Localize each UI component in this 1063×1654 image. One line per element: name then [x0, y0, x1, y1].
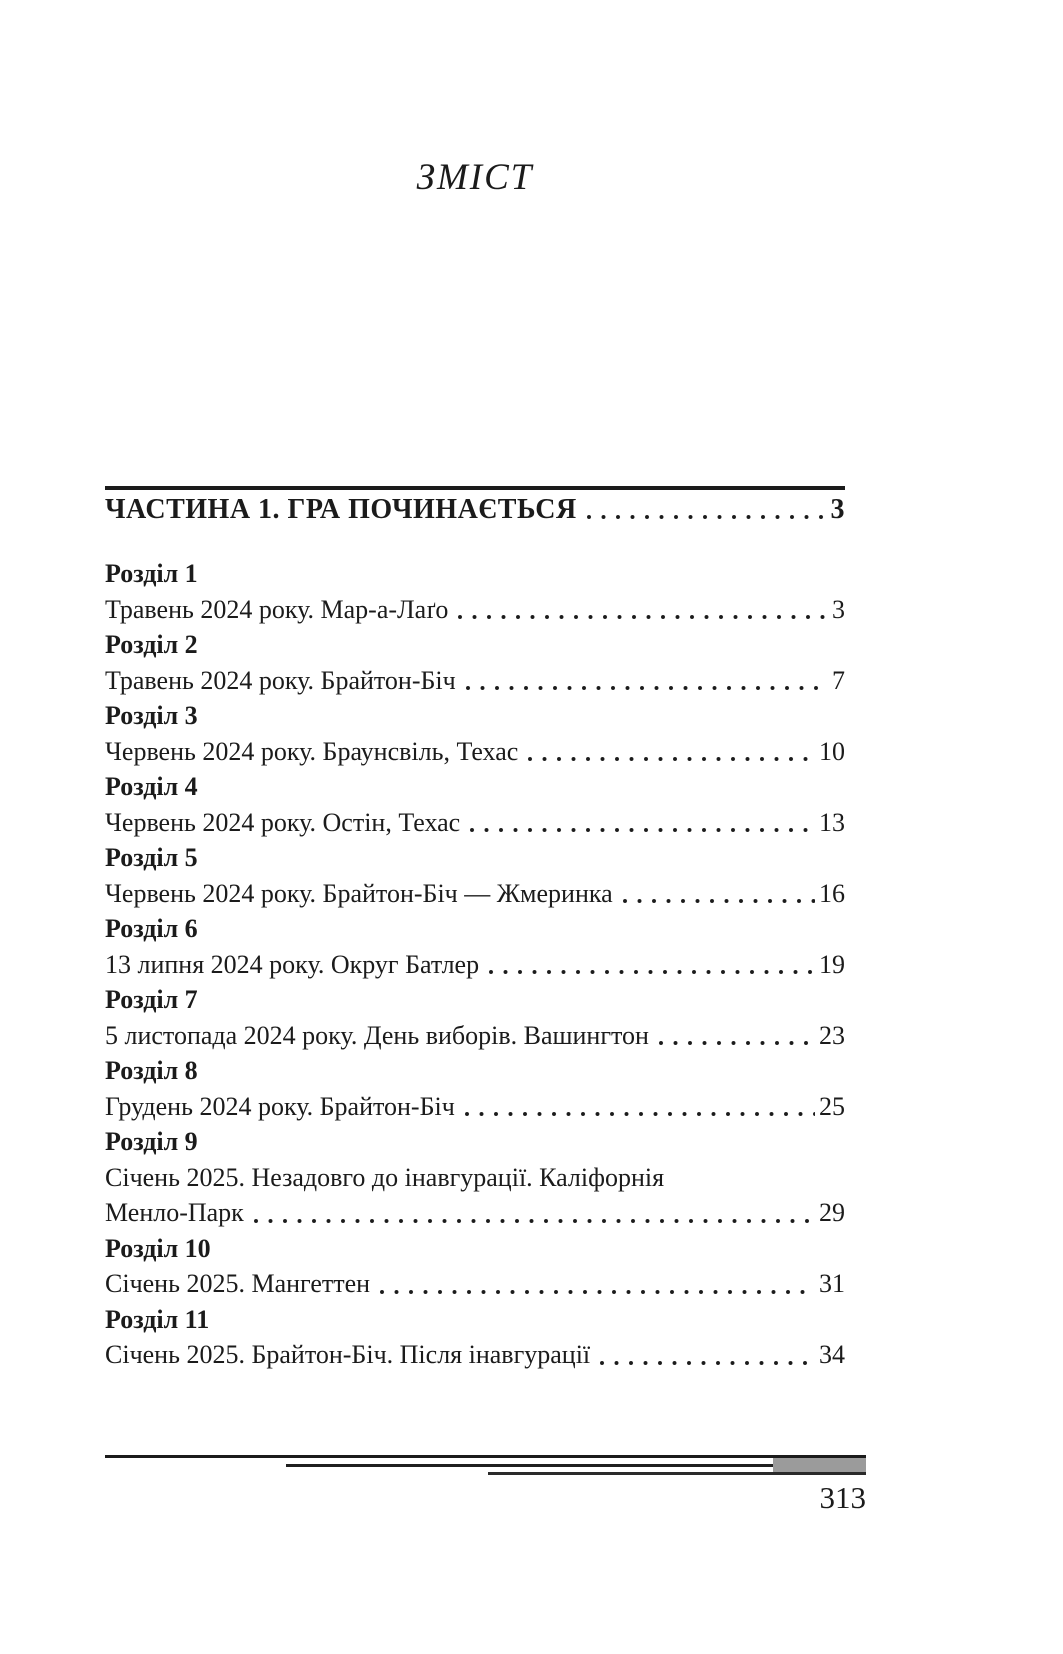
chapter-label: Розділ 6: [105, 914, 198, 943]
chapter-desc: Червень 2024 року. Брайтон-Біч — Жмеринка: [105, 878, 613, 908]
footer-gray-bar: [773, 1458, 866, 1473]
toc-entry: [105, 627, 845, 698]
chapter-page-number: 19: [819, 949, 845, 979]
dot-leader: [587, 492, 827, 528]
footer-rule-middle: [286, 1464, 773, 1467]
chapter-page-number: 3: [832, 594, 845, 624]
chapter-label: Розділ 10: [105, 1233, 211, 1263]
dot-leader: [623, 876, 815, 912]
chapter-desc: Травень 2024 року. Брайтон-Біч: [105, 665, 456, 695]
dot-leader: [489, 947, 815, 983]
chapter-label: Розділ 8: [105, 1056, 198, 1085]
chapter-label: Розділ 4: [105, 772, 198, 801]
dot-leader: [254, 1195, 815, 1231]
toc-entry: [105, 1124, 845, 1231]
chapter-label: Розділ 11: [105, 1304, 210, 1334]
chapter-desc: Січень 2025. Брайтон-Біч. Після інавгурації: [105, 1340, 591, 1369]
footer-rule-top: [105, 1455, 866, 1458]
toc-entry: [105, 1053, 845, 1124]
chapter-page-number: 25: [819, 1091, 845, 1121]
chapter-desc-line2: Менло-Парк: [105, 1198, 244, 1227]
dot-leader: [380, 1266, 815, 1302]
toc-entry: [105, 556, 845, 627]
chapter-page-number: 13: [819, 807, 845, 837]
dot-leader: [659, 1018, 815, 1054]
toc-entry: [105, 1231, 845, 1302]
chapter-page-number: 34: [819, 1340, 845, 1369]
part-heading-label: ЧАСТИНА 1. ГРА ПОЧИНАЄТЬСЯ: [105, 494, 577, 525]
chapter-page-number: 23: [819, 1020, 845, 1050]
toc-entry: [105, 769, 845, 840]
chapter-page-number: 29: [819, 1198, 845, 1227]
chapter-page-number: 16: [819, 878, 845, 908]
toc-entry: [105, 911, 845, 982]
dot-leader: [600, 1337, 815, 1373]
chapter-desc: Січень 2025. Мангеттен: [105, 1269, 371, 1298]
toc-entry: [105, 982, 845, 1053]
chapter-label: Розділ 9: [105, 1127, 198, 1156]
dot-leader: [528, 734, 815, 770]
page-number-folio: 313: [819, 1480, 866, 1515]
chapter-page-number: 31: [819, 1269, 845, 1298]
chapter-list: [105, 556, 845, 1373]
toc-entry: [105, 1302, 845, 1373]
part-heading: [105, 492, 845, 528]
chapter-desc: 13 липня 2024 року. Округ Батлер: [105, 949, 480, 979]
toc-entry: [105, 698, 845, 769]
toc-entry: [105, 840, 845, 911]
chapter-desc: Грудень 2024 року. Брайтон-Біч: [105, 1091, 455, 1121]
chapter-label: Розділ 7: [105, 985, 198, 1014]
chapter-desc: 5 листопада 2024 року. День виборів. Вашингтон: [105, 1020, 649, 1050]
chapter-desc: Червень 2024 року. Остін, Техас: [105, 807, 461, 837]
dot-leader: [470, 805, 815, 841]
chapter-label: Розділ 2: [105, 630, 198, 659]
part-page-number: 3: [830, 494, 845, 525]
dot-leader: [465, 1089, 815, 1125]
footer-rule-bottom: [488, 1472, 866, 1475]
chapter-page-number: 7: [832, 665, 845, 695]
dot-leader: [458, 592, 828, 628]
chapter-label: Розділ 5: [105, 843, 198, 872]
chapter-page-number: 10: [819, 736, 845, 766]
contents-title: ЗМІСТ: [416, 157, 534, 198]
dot-leader: [466, 663, 828, 699]
chapter-desc: Травень 2024 року. Мар-а-Лаґо: [105, 594, 449, 624]
chapter-label: Розділ 1: [105, 559, 198, 588]
section-rule: [105, 486, 845, 490]
chapter-desc-line1: Січень 2025. Незадовго до інавгурації. Каліфорнія: [105, 1162, 665, 1192]
chapter-label: Розділ 3: [105, 701, 198, 730]
chapter-desc: Червень 2024 року. Браунсвіль, Техас: [105, 736, 519, 766]
